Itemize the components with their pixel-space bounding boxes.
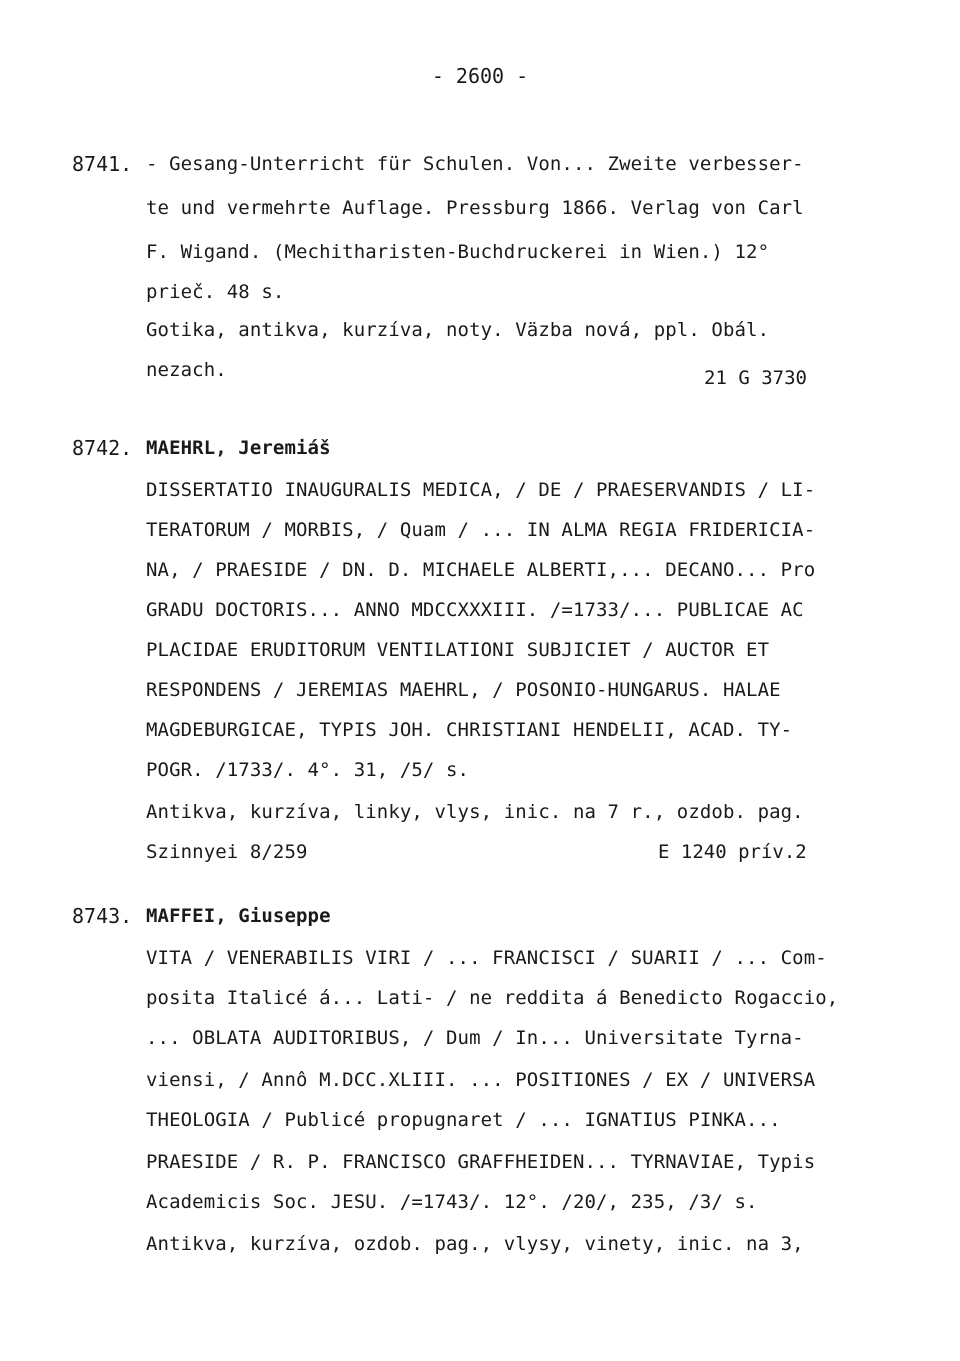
entry-line: THEOLOGIA / Publicé propugnaret / ... IGNATIUS PINKA...: [146, 1109, 781, 1131]
entry-line: TERATORUM / MORBIS, / Quam / ... IN ALMA REGIA FRIDERICIA-: [146, 519, 816, 541]
entry-line: prieč. 48 s.: [146, 281, 285, 303]
entry-line: Antikva, kurzíva, ozdob. pag., vlysy, vinety, inic. na 3,: [146, 1233, 804, 1255]
entry-line: viensi, / Annô M.DCC.XLIII. ... POSITIONES / EX / UNIVERSA: [146, 1069, 816, 1091]
entry-line: F. Wigand. (Mechitharisten-Buchdruckerei in Wien.) 12°: [146, 241, 770, 263]
entry-author: MAEHRL, Jeremiáš: [146, 437, 331, 459]
entry-line: POGR. /1733/. 4°. 31, /5/ s.: [146, 759, 470, 781]
entry-line: NA, / PRAESIDE / DN. D. MICHAELE ALBERTI,... DECANO... Pro: [146, 559, 816, 581]
entry-line: PRAESIDE / R. P. FRANCISCO GRAFFHEIDEN... TYRNAVIAE, Typis: [146, 1151, 816, 1173]
entry-number: 8741.: [72, 152, 133, 176]
page-number: - 2600 -: [431, 64, 529, 88]
entry-line: ... OBLATA AUDITORIBUS, / Dum / In... Universitate Tyrna-: [146, 1027, 804, 1049]
entry-line: VITA / VENERABILIS VIRI / ... FRANCISCI / SUARII / ... Com-: [146, 947, 827, 969]
library-signature: E 1240 prív.2: [658, 841, 807, 863]
entry-line: Gotika, antikva, kurzíva, noty. Väzba nová, ppl. Obál.: [146, 319, 770, 341]
entry-line: RESPONDENS / JEREMIAS MAEHRL, / POSONIO-HUNGARUS. HALAE: [146, 679, 781, 701]
entry-line: GRADU DOCTORIS... ANNO MDCCXXXIII. /=1733/... PUBLICAE AC: [146, 599, 804, 621]
entry-line: posita Italicé á... Lati- / ne reddita á Benedicto Rogaccio,: [146, 987, 839, 1009]
entry-line: te und vermehrte Auflage. Pressburg 1866. Verlag von Carl: [146, 197, 804, 219]
entry-line: Academicis Soc. JESU. /=1743/. 12°. /20/, 235, /3/ s.: [146, 1191, 758, 1213]
entry-line: nezach.: [146, 359, 227, 381]
entry-line: Antikva, kurzíva, linky, vlys, inic. na 7 r., ozdob. pag.: [146, 801, 804, 823]
entry-line: MAGDEBURGICAE, TYPIS JOH. CHRISTIANI HENDELII, ACAD. TY-: [146, 719, 793, 741]
entry-author: MAFFEI, Giuseppe: [146, 905, 331, 927]
entry-reference: Szinnyei 8/259: [146, 841, 308, 863]
entry-line: - Gesang-Unterricht für Schulen. Von... Zweite verbesser-: [146, 153, 804, 175]
entry-number: 8742.: [72, 436, 133, 460]
entry-line: PLACIDAE ERUDITORUM VENTILATIONI SUBJICIET / AUCTOR ET: [146, 639, 770, 661]
library-signature: 21 G 3730: [704, 367, 807, 389]
entry-line: DISSERTATIO INAUGURALIS MEDICA, / DE / PRAESERVANDIS / LI-: [146, 479, 816, 501]
entry-number: 8743.: [72, 904, 133, 928]
